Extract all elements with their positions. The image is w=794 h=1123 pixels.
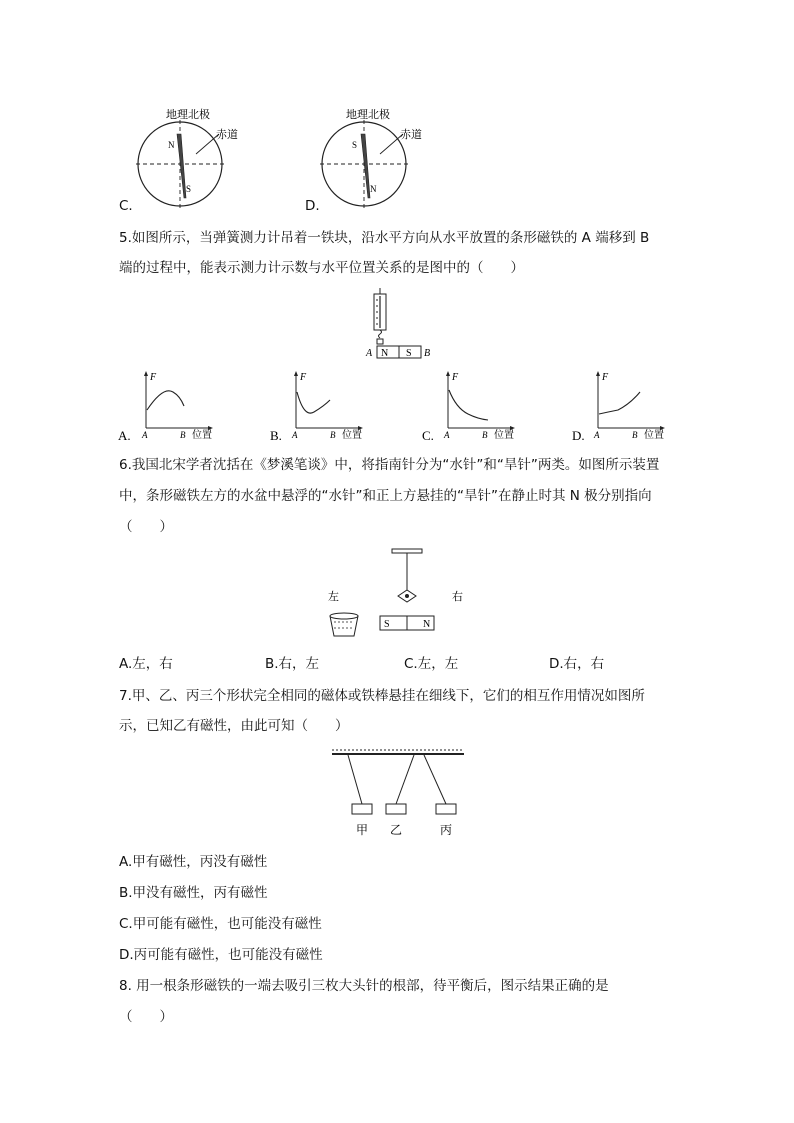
svg-text:位置: 位置 [494,430,514,441]
svg-text:F: F [150,372,157,383]
equator-label: 赤道 [216,129,238,141]
svg-text:位置: 位置 [644,430,664,441]
compass-diagram-c [116,104,256,214]
q6-option-c: C.左，左 [404,656,459,672]
magnet-pole-n: N [423,619,431,630]
svg-text:B: B [482,430,488,440]
q6-option-a: A.左，右 [119,656,173,672]
svg-text:F: F [452,372,459,383]
magnet-pole-s: S [384,619,390,630]
svg-text:位置: 位置 [342,430,362,441]
option-a-label: A. [118,428,131,443]
bar-yi-label: 乙 [390,823,403,837]
svg-text:A: A [594,430,600,440]
q4-figure-c [116,104,256,214]
svg-text:位置: 位置 [192,430,212,441]
option-b-label: B. [270,428,282,443]
svg-text:F: F [602,372,609,383]
option-d-label: D. [305,198,320,214]
graph-c [422,368,532,444]
needle-s-label: S [186,184,192,194]
q7-option-d: D.丙可能有磁性，也可能没有磁性 [119,947,323,963]
needle-s-label: S [352,140,358,150]
q6-option-b: B.右，左 [265,656,320,672]
option-c-label: C. [119,198,133,214]
q7-option-a: A.甲有磁性，丙没有磁性 [119,854,268,870]
q7-option-b: B.甲没有磁性，丙有磁性 [119,885,268,901]
q7-option-c: C.甲可能有磁性，也可能没有磁性 [119,916,322,932]
compass-needles-figure [320,546,480,642]
geo-north-label: 地理北极 [346,109,390,121]
q5-line-1: 5.如图所示，当弹簧测力计吊着一铁块，沿水平方向从水平放置的条形磁铁的 A 端移到 B [119,230,650,246]
q6-line-1: 6.我国北宋学者沈括在《梦溪笔谈》中，将指南针分为“水针”和“旱针”两类。如图所示装置 [119,457,660,473]
svg-text:A: A [444,430,450,440]
svg-text:A: A [292,430,298,440]
svg-text:B: B [632,430,638,440]
spring-scale-figure [360,288,440,362]
needle-n-label: N [370,184,377,194]
q8-line-2: （ ） [119,1009,173,1025]
q6-line-2: 中，条形磁铁左方的水盆中悬浮的“水针”和正上方悬挂的“旱针”在静止时其 N 极分别指向 [119,488,652,504]
q7-line-1: 7.甲、乙、丙三个形状完全相同的磁体或铁棒悬挂在细线下，它们的相互作用情况如图所 [119,688,645,704]
equator-label: 赤道 [400,129,422,141]
q6-line-3: （ ） [119,519,173,535]
graph-d [572,368,682,444]
option-c2-label: C. [422,428,434,443]
hanging-bars-figure [330,748,470,840]
q4-figure-d [300,104,440,214]
graph-a [118,368,228,444]
svg-text:F: F [300,372,307,383]
q7-line-2: 示，已知乙有磁性，由此可知（ ） [119,718,349,734]
svg-text:B: B [180,430,186,440]
q6-option-d: D.右，右 [549,656,605,672]
graph-b [270,368,380,444]
q8-line-1: 8. 用一根条形磁铁的一端去吸引三枚大头针的根部，待平衡后，图示结果正确的是 [119,978,609,994]
magnet-pole-s: S [406,348,412,359]
bar-bing-label: 丙 [440,823,453,837]
needle-n-label: N [168,140,175,150]
svg-text:A: A [142,430,148,440]
bar-jia-label: 甲 [356,823,369,837]
svg-text:B: B [330,430,336,440]
magnet-end-a: A [366,348,373,359]
geo-north-label: 地理北极 [166,109,210,121]
option-d2-label: D. [572,428,585,443]
magnet-end-b: B [424,348,431,359]
q5-line-2: 端的过程中，能表示测力计示数与水平位置关系的是图中的（ ） [119,260,524,276]
left-label: 左 [328,591,339,603]
right-label: 右 [452,591,463,603]
magnet-pole-n: N [381,348,389,359]
compass-diagram-d [300,104,440,214]
